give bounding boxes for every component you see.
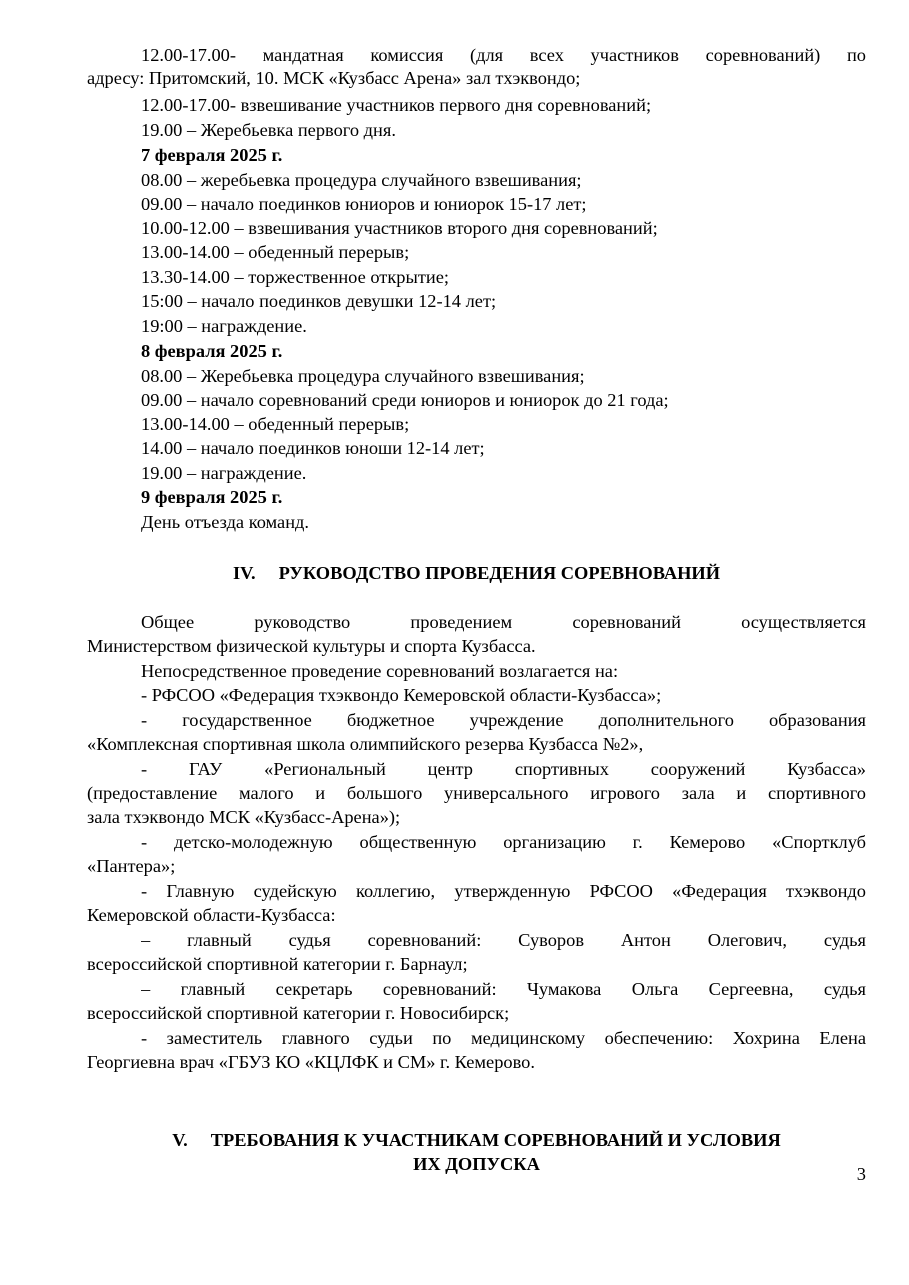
paragraph-line: - РФСОО «Федерация тхэквондо Кемеровской области-Кузбасса»;: [141, 685, 662, 705]
paragraph-line: «Пантера»;: [87, 856, 176, 876]
paragraph-line: всероссийской спортивной категории г. Барнаул;: [87, 954, 468, 974]
schedule-line: 15:00 – начало поединков девушки 12-14 лет;: [141, 291, 497, 311]
section-title: ТРЕБОВАНИЯ К УЧАСТНИКАМ СОРЕВНОВАНИЙ И УСЛОВИЯ: [210, 1130, 781, 1150]
paragraph-line: зала тхэквондо МСК «Кузбасс-Арена»);: [87, 807, 401, 827]
paragraph-line: – главный судья соревнований: Суворов Антон Олегович, судья: [141, 930, 866, 950]
schedule-date-heading: 8 февраля 2025 г.: [141, 341, 283, 361]
schedule-date-heading: 7 февраля 2025 г.: [141, 145, 283, 165]
section-title-continued: ИХ ДОПУСКА: [413, 1154, 540, 1174]
paragraph-line: Георгиевна врач «ГБУЗ КО «КЦЛФК и СМ» г. Кемерово.: [87, 1052, 535, 1072]
paragraph-line: - детско-молодежную общественную организацию г. Кемерово «Спортклуб: [141, 832, 866, 852]
schedule-line: 12.00-17.00- мандатная комиссия (для всех участников соревнований) по: [141, 45, 866, 65]
paragraph-line: Общее руководство проведением соревнований осуществляется: [141, 612, 866, 632]
schedule-line: 19.00 – награждение.: [141, 463, 307, 483]
paragraph-line: Кемеровской области-Кузбасса:: [87, 905, 336, 925]
schedule-line: 19:00 – награждение.: [141, 316, 307, 336]
section-number: V.: [172, 1130, 188, 1150]
schedule-line: 09.00 – начало поединков юниоров и юниорок 15-17 лет;: [141, 194, 587, 214]
schedule-line: 08.00 – жеребьевка процедура случайного взвешивания;: [141, 170, 582, 190]
section-number: IV.: [232, 563, 256, 583]
paragraph-line: «Комплексная спортивная школа олимпийского резерва Кузбасса №2»,: [87, 734, 644, 754]
paragraph-line: Министерством физической культуры и спорта Кузбасса.: [87, 636, 536, 656]
section-heading: [87, 1129, 866, 1152]
paragraph-line: - Главную судейскую коллегию, утвержденную РФСОО «Федерация тхэквондо: [141, 881, 866, 901]
schedule-line: 08.00 – Жеребьевка процедура случайного взвешивания;: [141, 366, 585, 386]
schedule-line: 13.00-14.00 – обеденный перерыв;: [141, 414, 410, 434]
paragraph-line: Непосредственное проведение соревнований возлагается на:: [141, 661, 619, 681]
paragraph-line: всероссийской спортивной категории г. Новосибирск;: [87, 1003, 510, 1023]
schedule-date-heading: 9 февраля 2025 г.: [141, 487, 283, 507]
schedule-line: 09.00 – начало соревнований среди юниоров и юниорок до 21 года;: [141, 390, 669, 410]
schedule-line: День отъезда команд.: [141, 512, 310, 532]
section-title: РУКОВОДСТВО ПРОВЕДЕНИЯ СОРЕВНОВАНИЙ: [278, 563, 721, 583]
schedule-line: 12.00-17.00- взвешивание участников первого дня соревнований;: [141, 95, 652, 115]
schedule-line: 19.00 – Жеребьевка первого дня.: [141, 120, 396, 140]
paragraph-line: - государственное бюджетное учреждение дополнительного образования: [141, 710, 866, 730]
paragraph-line: – главный секретарь соревнований: Чумакова Ольга Сергеевна, судья: [141, 979, 866, 999]
schedule-line: 14.00 – начало поединков юноши 12-14 лет;: [141, 438, 485, 458]
page-number: 3: [856, 1164, 866, 1184]
paragraph-line: - заместитель главного судьи по медицинскому обеспечению: Хохрина Елена: [141, 1028, 866, 1048]
schedule-line: 10.00-12.00 – взвешивания участников второго дня соревнований;: [141, 218, 658, 238]
schedule-line: адресу: Притомский, 10. МСК «Кузбасс Арена» зал тхэквондо;: [87, 68, 581, 88]
paragraph-line: - ГАУ «Региональный центр спортивных сооружений Кузбасса»: [141, 759, 866, 779]
section-heading: [87, 562, 866, 585]
paragraph-line: (предоставление малого и большого универсального игрового зала и спортивного: [87, 783, 866, 803]
schedule-line: 13.30-14.00 – торжественное открытие;: [141, 267, 449, 287]
schedule-line: 13.00-14.00 – обеденный перерыв;: [141, 242, 410, 262]
